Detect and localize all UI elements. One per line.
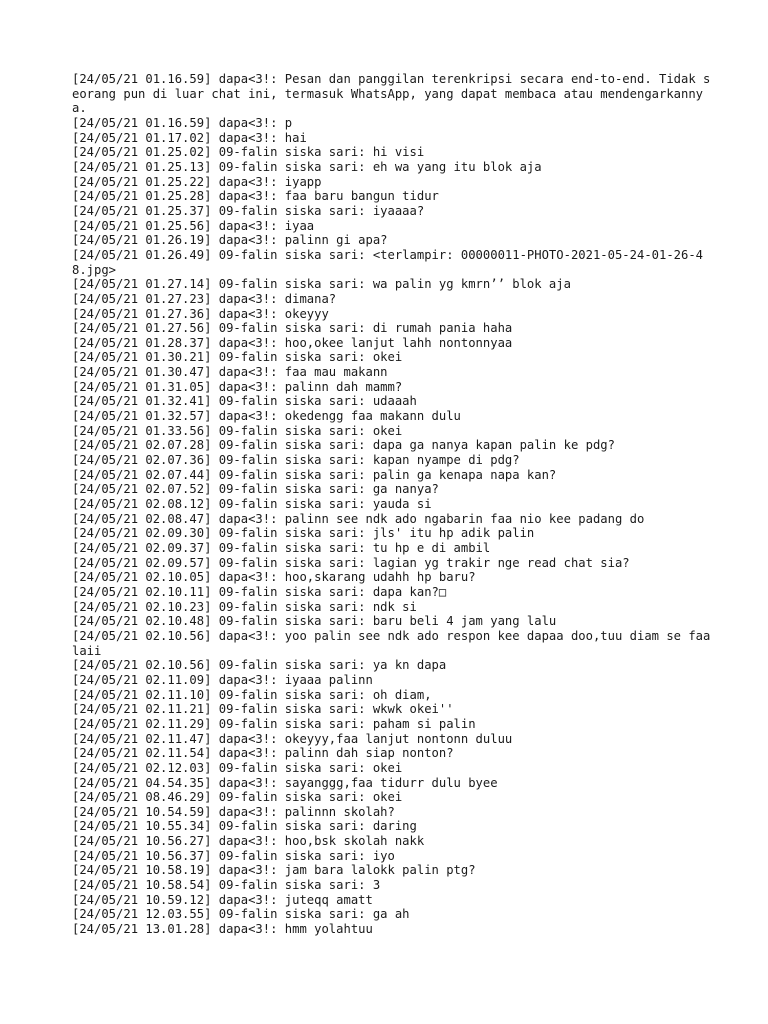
chat-message-line: [24/05/21 10.56.27] dapa<3!: hoo,bsk skolah nakk [72, 834, 425, 849]
chat-message-line: [24/05/21 02.07.44] 09-falin siska sari: palin ga kenapa napa kan? [72, 467, 557, 482]
chat-message-line: [24/05/21 01.16.59] dapa<3!: p [72, 115, 293, 130]
chat-message-line: [24/05/21 02.07.36] 09-falin siska sari: kapan nyampe di pdg? [72, 453, 520, 468]
chat-message-line: [24/05/21 02.08.47] dapa<3!: palinn see ndk ado ngabarin faa nio kee padang do [72, 511, 645, 526]
chat-message-line: [24/05/21 02.10.48] 09-falin siska sari: baru beli 4 jam yang lalu [72, 614, 557, 629]
chat-message-line: [24/05/21 01.25.37] 09-falin siska sari: iyaaaa? [72, 203, 425, 218]
chat-message-line: [24/05/21 01.33.56] 09-falin siska sari: okei [72, 423, 403, 438]
chat-message-line: [24/05/21 08.46.29] 09-falin siska sari: okei [72, 790, 403, 805]
chat-message-line: [24/05/21 01.27.36] dapa<3!: okeyyy [72, 306, 329, 321]
chat-message-line: [24/05/21 02.12.03] 09-falin siska sari: okei [72, 760, 403, 775]
chat-message-line: [24/05/21 02.09.37] 09-falin siska sari: tu hp e di ambil [72, 541, 491, 555]
chat-message-line: [24/05/21 04.54.35] dapa<3!: sayanggg,faa tidurr dulu byee [72, 775, 498, 790]
chat-message-line: [24/05/21 02.10.56] 09-falin siska sari: ya kn dapa [72, 658, 447, 673]
chat-message-line: [24/05/21 02.11.29] 09-falin siska sari: paham si palin [72, 716, 476, 731]
chat-message-line: [24/05/21 02.10.23] 09-falin siska sari: ndk si [72, 599, 417, 614]
chat-message-line: [24/05/21 02.07.28] 09-falin siska sari: dapa ga nanya kapan palin ke pdg? [72, 438, 615, 453]
chat-message-line: [24/05/21 02.11.47] dapa<3!: okeyyy,faa lanjut nontonn duluu [72, 731, 513, 746]
chat-message-line: [24/05/21 02.11.09] dapa<3!: iyaaa palinn [72, 672, 373, 687]
chat-message-line: [24/05/21 10.59.12] dapa<3!: juteqq amatt [72, 892, 373, 907]
chat-message-line: [24/05/21 01.32.41] 09-falin siska sari: udaaah [72, 394, 417, 409]
chat-message-line: [24/05/21 10.56.37] 09-falin siska sari: iyo [72, 848, 395, 863]
chat-message-line: [24/05/21 02.10.11] 09-falin siska sari: dapa kan?□ [72, 584, 447, 599]
chat-message-line: [24/05/21 01.28.37] dapa<3!: hoo,okee lanjut lahh nontonnyaa [72, 335, 513, 350]
chat-message-line: [24/05/21 12.03.55] 09-falin siska sari: ga ah [72, 907, 410, 922]
chat-message-line: [24/05/21 02.11.21] 09-falin siska sari: wkwk okei'' [72, 702, 454, 717]
chat-message-line: [24/05/21 01.25.28] dapa<3!: faa baru bangun tidur [72, 189, 439, 204]
chat-message-line: [24/05/21 02.10.05] dapa<3!: hoo,skarang udahh hp baru? [72, 570, 476, 585]
chat-message-line: [24/05/21 01.17.02] dapa<3!: hai [72, 130, 307, 145]
chat-message-line: [24/05/21 01.25.13] 09-falin siska sari: eh wa yang itu blok aja [72, 159, 542, 174]
chat-log [72, 72, 718, 937]
chat-message-line: [24/05/21 01.27.23] dapa<3!: dimana? [72, 291, 337, 306]
chat-message-line: [24/05/21 01.25.56] dapa<3!: iyaa [72, 218, 315, 233]
chat-message-line: [24/05/21 01.27.14] 09-falin siska sari: wa palin yg kmrn’’ blok aja [72, 277, 571, 292]
chat-message-line: [24/05/21 13.01.28] dapa<3!: hmm yolahtuu [72, 922, 373, 937]
chat-message-line: [24/05/21 01.25.22] dapa<3!: iyapp [72, 174, 322, 189]
chat-message-line: [24/05/21 01.30.21] 09-falin siska sari: okei [72, 350, 403, 365]
chat-message-line: [24/05/21 10.54.59] dapa<3!: palinnn skolah? [72, 804, 395, 819]
chat-message-line: [24/05/21 01.26.49] 09-falin siska sari: <terlampir: 00000011-PHOTO-2021-05-24-01-26-48.jpg> [72, 247, 704, 277]
chat-message-line: [24/05/21 01.30.47] dapa<3!: faa mau makann [72, 365, 388, 380]
chat-transcript-page [72, 72, 718, 937]
chat-message-line: [24/05/21 01.27.56] 09-falin siska sari: di rumah pania haha [72, 321, 513, 336]
chat-message-line: [24/05/21 02.08.12] 09-falin siska sari: yauda si [72, 497, 432, 512]
chat-message-line: [24/05/21 02.09.30] 09-falin siska sari: jls' itu hp adik palin [72, 526, 535, 541]
chat-message-line: [24/05/21 02.11.54] dapa<3!: palinn dah siap nonton? [72, 746, 454, 761]
chat-message-line: [24/05/21 01.25.02] 09-falin siska sari: hi visi [72, 145, 425, 160]
chat-message-line: [24/05/21 10.55.34] 09-falin siska sari: daring [72, 819, 417, 834]
chat-message-line: [24/05/21 01.26.19] dapa<3!: palinn gi apa? [72, 233, 388, 248]
chat-message-line: [24/05/21 02.09.57] 09-falin siska sari: lagian yg trakir nge read chat sia? [72, 555, 630, 570]
chat-message-line: [24/05/21 02.11.10] 09-falin siska sari: oh diam, [72, 687, 432, 702]
chat-message-line: [24/05/21 02.10.56] dapa<3!: yoo palin see ndk ado respon kee dapaa doo,tuu diam se faa laii [72, 628, 718, 658]
chat-message-line: [24/05/21 01.16.59] dapa<3!: Pesan dan panggilan terenkripsi secara end-to-end. Tidak seorang pun di luar chat ini, termasuk WhatsApp, yang dapat membaca atau mendengarkannya. [72, 72, 711, 116]
chat-message-line: [24/05/21 01.31.05] dapa<3!: palinn dah mamm? [72, 379, 403, 394]
chat-message-line: [24/05/21 10.58.19] dapa<3!: jam bara lalokk palin ptg? [72, 863, 476, 878]
chat-message-line: [24/05/21 02.07.52] 09-falin siska sari: ga nanya? [72, 482, 439, 497]
chat-message-line: [24/05/21 10.58.54] 09-falin siska sari: 3 [72, 878, 381, 893]
chat-message-line: [24/05/21 01.32.57] dapa<3!: okedengg faa makann dulu [72, 409, 461, 424]
